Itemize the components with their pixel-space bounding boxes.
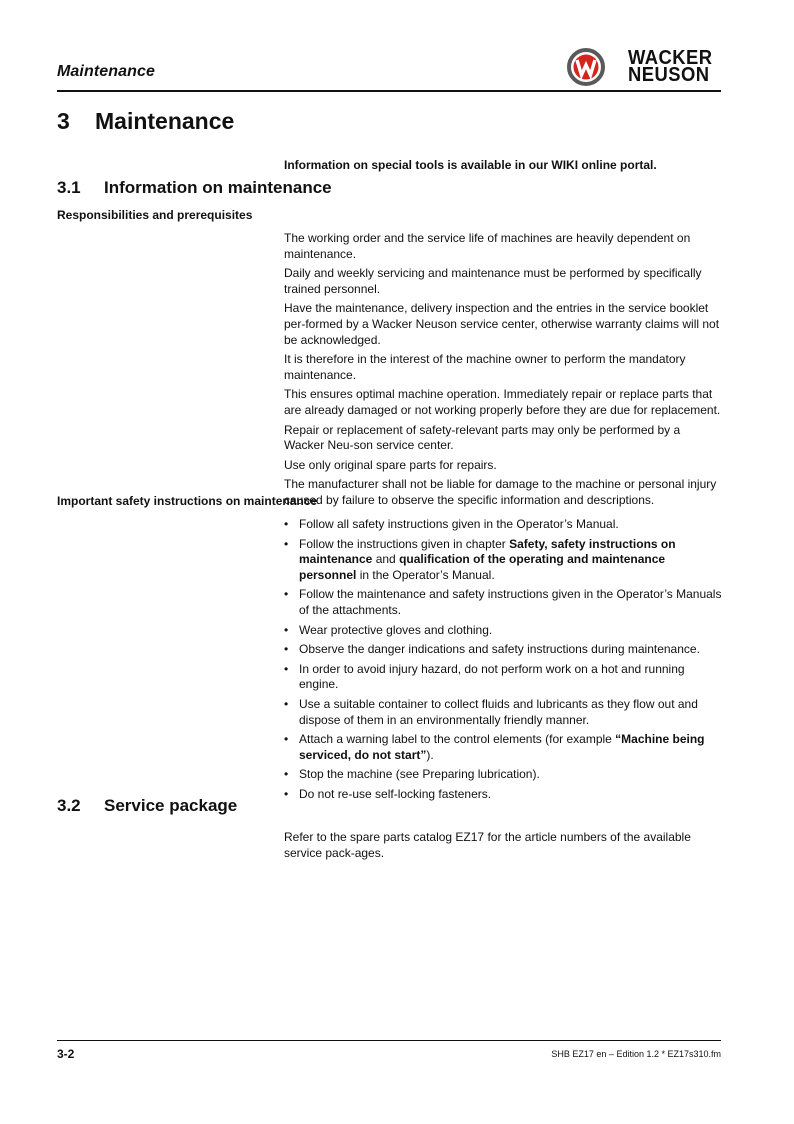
chapter-title: Maintenance (95, 108, 235, 134)
section-title: Service package (104, 796, 238, 815)
list-item: • Follow all safety instructions given in the Operator’s Manual. (284, 517, 722, 533)
list-item: • In order to avoid injury hazard, do not perform work on a hot and running engine. (284, 662, 722, 693)
brand-wordmark (628, 47, 713, 86)
list-item: • Observe the danger indications and safety instructions during maintenance. (284, 642, 722, 658)
list-item: • Follow the maintenance and safety instructions given in the Operator’s Manuals of the attachments. (284, 587, 722, 618)
paragraph: The working order and the service life of machines are heavily dependent on maintenance. (284, 231, 691, 261)
brand-wordmark-line-2: NEUSON (628, 64, 710, 86)
running-header-title: Maintenance (57, 63, 156, 80)
document-reference: SHB EZ17 en – Edition 1.2 * EZ17s310.fm (551, 1049, 721, 1059)
list-item (284, 537, 722, 584)
list-item-text: and (372, 552, 400, 567)
page-number: 3-2 (57, 1047, 75, 1061)
section-title: Information on maintenance (104, 178, 332, 197)
responsibilities-text (284, 231, 722, 513)
list-item: • Wear protective gloves and clothing. (284, 623, 722, 639)
paragraph: Repair or replacement of safety-relevant parts may only be performed by a Wacker Neu-son service center. (284, 422, 681, 453)
subheading-responsibilities: Responsibilities and prerequisites (57, 208, 253, 222)
brand-logo (566, 47, 722, 87)
list-item: • Stop the machine (see Preparing lubrication). (284, 767, 722, 783)
safety-instructions-list-container (284, 517, 722, 807)
paragraph: Have the maintenance, delivery inspection and the entries in the service booklet per-formed by a Wacker Neuson service center, otherwise warranty claims will not be acknowledged. (284, 301, 720, 347)
paragraph: The manufacturer shall not be liable for damage to the machine or personal injury caused by failure to observe the specific information and descriptions. (284, 477, 717, 507)
paragraph: Use only original spare parts for repairs. (284, 457, 497, 472)
paragraph: Refer to the spare parts catalog EZ17 for the article numbers of the available service pack-ages. (284, 830, 691, 860)
section-number: 3.1 (57, 178, 81, 197)
brand-wordmark-line-1: WACKER (628, 47, 713, 69)
header-rule (57, 90, 721, 92)
subheading-safety-instructions: Important safety instructions on maintenance (57, 494, 318, 508)
list-item-text: Attach a warning label to the control elements (for example (299, 732, 616, 747)
list-item: • Do not re-use self-locking fasteners. (284, 787, 722, 803)
list-item (284, 732, 722, 763)
list-item-text: in the Operator’s Manual. (356, 567, 495, 582)
list-item-text: Follow the instructions given in chapter (299, 536, 510, 551)
intro-note: Information on special tools is available in our WIKI online portal. (284, 158, 657, 172)
warning-label-text: “Machine being serviced, do not start” (299, 732, 705, 762)
safety-instructions-list (284, 517, 722, 803)
section-number: 3.2 (57, 796, 81, 815)
wacker-neuson-w-icon (567, 48, 605, 86)
footer-rule (57, 1040, 721, 1041)
service-package-text (284, 830, 722, 865)
chapter-reference: qualification of the operating and maintenance personnel (299, 552, 666, 582)
list-item: • Use a suitable container to collect fluids and lubricants as they flow out and dispose of them in an environmentally friendly manner. (284, 697, 722, 728)
list-item-text: ). (426, 747, 434, 762)
chapter-reference: Safety, safety instructions on maintenance (299, 536, 676, 567)
paragraph: This ensures optimal machine operation. Immediately repair or replace parts that are already damaged or not working properly before they are due for replacement. (284, 387, 721, 417)
paragraph: It is therefore in the interest of the machine owner to perform the mandatory maintenance. (284, 352, 686, 382)
chapter-number: 3 (57, 108, 70, 134)
paragraph: Daily and weekly servicing and maintenance must be performed by specifically trained personnel. (284, 266, 702, 296)
